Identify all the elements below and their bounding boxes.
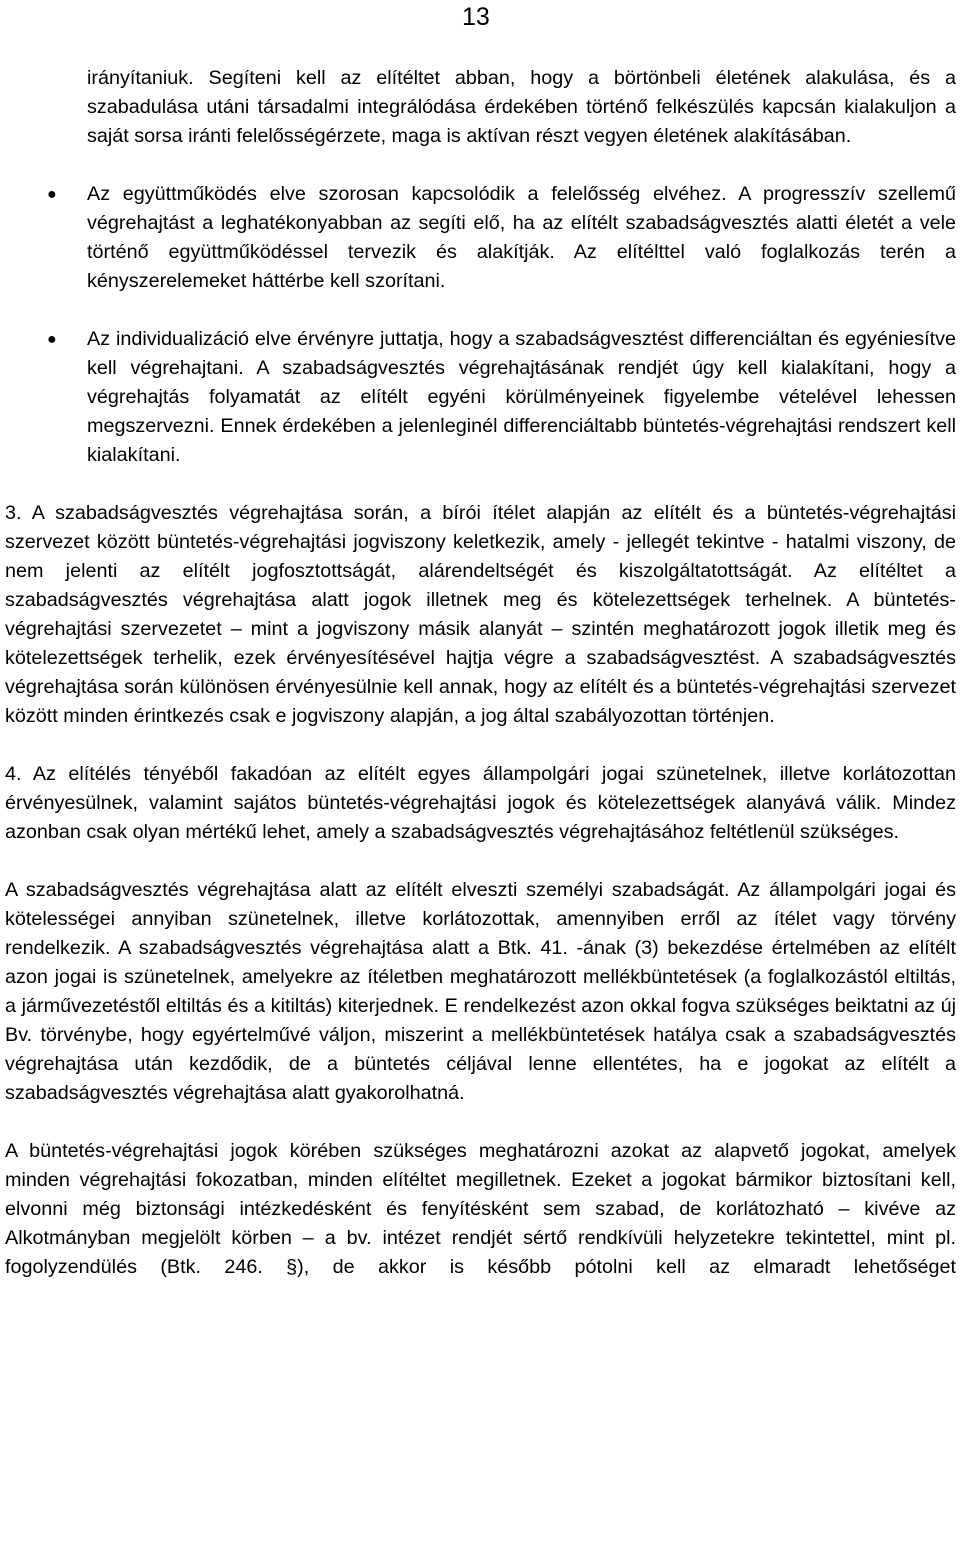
document-body (5, 64, 956, 1282)
paragraph-point-3: 3. A szabadságvesztés végrehajtása során, a bírói ítélet alapján az elítélt és a büntetés-végrehajtási szervezet között büntetés-végrehajtási jogviszony keletkezik, amely - jellegét tekintve - hatalmi viszony, de nem jelenti az elítélt jogfosztottságát, alárendeltségét és kiszolgáltatottságát. Az elítéltet a szabadságvesztés végrehajtása alatt jogok illetnek meg és kötelezettségek terhelnek. A büntetés-végrehajtási szervezetet – mint a jogviszony másik alanyát – szintén meghatározott jogok illetik meg és kötelezettségek terhelik, ezek érvényesítésével hajtja végre a szabadságvesztést. A szabadságvesztés végrehajtása során különösen érvényesülnie kell annak, hogy az elítélt és a büntetés-végrehajtási szervezet között minden érintkezés csak e jogviszony alapján, a jog által szabályozottan történjen. (5, 502, 956, 727)
bullet-icon: ● (47, 331, 57, 348)
spacer (5, 470, 956, 499)
spacer (5, 151, 956, 180)
list-item-text: Az individualizáció elve érvényre juttatja, hogy a szabadságvesztést differenciáltan és egyéniesítve kell végrehajtani. A szabadságvesztés végrehajtásának rendjét úgy kell kialakítani, hogy a végrehajtás folyamatát az elítélt egyéni körülményeinek figyelembe vételével lehessen megszervezni. Ennek érdekében a jelenleginél differenciáltabb büntetés-végrehajtási rendszert kell kialakítani. (87, 328, 956, 466)
paragraph-personal-liberty: A szabadságvesztés végrehajtása alatt az elítélt elveszti személyi szabadságát. Az állampolgári jogai és kötelességei annyiban szünetelnek, illetve korlátozottak, amennyiben erről az ítélet vagy törvény rendelkezik. A szabadságvesztés végrehajtása alatt a Btk. 41. -ának (3) bekezdése értelmében az elítélt azon jogai is szünetelnek, amelyekre az ítéletben meghatározott mellékbüntetések (a foglalkozástól eltiltás, a járművezetéstől eltiltás és a kitiltás) kiterjednek. E rendelkezést azon okkal fogva szükséges beiktatni az új Bv. törvénybe, hogy egyértelművé váljon, miszerint a mellékbüntetések hatálya csak a szabadságvesztés végrehajtása után kezdődik, de a büntetés céljával lenne ellentétes, ha e jogokat az elítélt a szabadságvesztés végrehajtása alatt gyakorolhatná. (5, 879, 956, 1104)
spacer (87, 296, 956, 325)
paragraph-point-4: 4. Az elítélés tényéből fakadóan az elítélt egyes állampolgári jogai szünetelnek, illetve korlátozottan érvényesülnek, valamint sajátos büntetés-végrehajtási jogok és kötelezettségek alanyává válik. Mindez azonban csak olyan mértékű lehet, amely a szabadságvesztés végrehajtásához feltétlenül szükséges. (5, 763, 956, 843)
spacer (5, 1108, 956, 1137)
list-item (47, 180, 956, 296)
principles-list (5, 180, 956, 470)
paragraph-intro: irányítaniuk. Segíteni kell az elítéltet abban, hogy a börtönbeli életének alakulása, és a szabadulása utáni társadalmi integrálódása érdekében történő felkészülés kapcsán kialakuljon a saját sorsa iránti felelősségérzete, maga is aktívan részt vegyen életének alakításában. (87, 67, 956, 147)
spacer (5, 731, 956, 760)
list-item-text: Az együttműködés elve szorosan kapcsolódik a felelősség elvéhez. A progresszív szellemű végrehajtást a leghatékonyabban az segíti elő, ha az elítélt szabadságvesztés alatti életét a vele történő együttműködéssel tervezik és alakítják. Az elítélttel való foglalkozás terén a kényszerelemeket háttérbe kell szorítani. (87, 183, 956, 292)
paragraph-fundamental-rights: A büntetés-végrehajtási jogok körében szükséges meghatározni azokat az alapvető jogokat, amelyek minden végrehajtási fokozatban, minden elítéltet megilletnek. Ezeket a jogokat bármikor biztosítani kell, elvonni még biztonsági intézkedésként és fenyítésként sem szabad, de korlátozható – kivéve az Alkotmányban megjelölt körben – a bv. intézet rendjét sértő rendkívüli helyzetekre tekintettel, mint pl. fogolyzendülés (Btk. 246. §), de akkor is később pótolni kell az elmaradt lehetőséget (5, 1140, 956, 1278)
spacer (5, 847, 956, 876)
bullet-icon: ● (47, 186, 57, 203)
list-item (47, 325, 956, 470)
page-number: 13 (462, 3, 490, 31)
